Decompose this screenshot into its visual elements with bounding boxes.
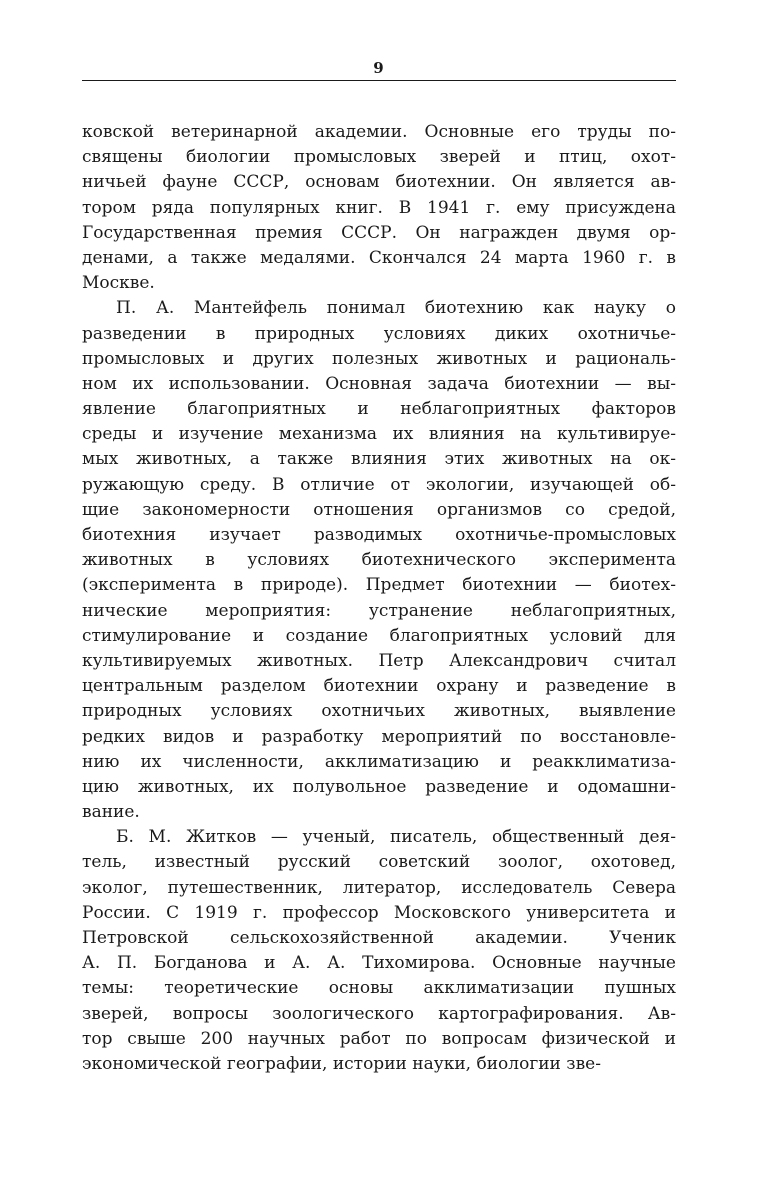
text-line: нию их численности, акклиматизацию и реакклиматиза- — [82, 751, 676, 772]
paragraph — [82, 296, 676, 825]
text-line: культивируемых животных. Петр Александрович считал — [82, 650, 676, 671]
text-line: тель, известный русский советский зоолог, охотовед, — [82, 852, 676, 873]
text-line: (эксперимента в природе). Предмет биотехнии — биотех- — [82, 575, 676, 596]
text-line: А. П. Богданова и А. А. Тихомирова. Основные научные — [82, 953, 676, 974]
text-line: биотехния изучает разводимых охотничье-промысловых — [82, 525, 676, 545]
text-line: центральным разделом биотехнии охрану и разведение в — [82, 676, 676, 697]
text-line: животных в условиях биотехнического эксперимента — [82, 550, 676, 571]
text-line: нические мероприятия: устранение неблагоприятных, — [82, 600, 676, 621]
text-line: Государственная премия СССР. Он награжден двумя ор- — [82, 222, 676, 243]
text-line: зверей, вопросы зоологического картографирования. Ав- — [82, 1003, 676, 1024]
page-number: 9 — [373, 59, 384, 77]
text-line: среды и изучение механизма их влияния на культивируе- — [82, 424, 676, 445]
text-line: ружающую среду. В отличие от экологии, изучающей об- — [82, 474, 676, 495]
text-line: России. С 1919 г. профессор Московского университета и — [82, 902, 676, 923]
text-line: явление благоприятных и неблагоприятных факторов — [82, 399, 676, 420]
text-line: редких видов и разработку мероприятий по восстановле- — [82, 726, 676, 747]
text-line: ковской ветеринарной академии. Основные его труды по- — [82, 122, 676, 142]
text-line: экономической географии, истории науки, биологии зве- — [82, 1053, 601, 1074]
text-line: ном их использовании. Основная задача биотехнии — вы- — [82, 373, 676, 394]
text-line: разведении в природных условиях диких охотничье- — [82, 323, 676, 344]
header-rule — [82, 80, 676, 81]
text-line: промысловых и других полезных животных и рациональ- — [82, 348, 676, 369]
text-line: вание. — [82, 802, 140, 823]
text-line: тор свыше 200 научных работ по вопросам физической и — [82, 1028, 676, 1049]
text-line: мых животных, а также влияния этих животных на ок- — [82, 449, 676, 470]
text-line: денами, а также медалями. Скончался 24 марта 1960 г. в — [82, 247, 676, 268]
text-line: священы биологии промысловых зверей и птиц, охот- — [82, 147, 676, 168]
text-line: П. А. Мантейфель понимал биотехнию как науку о — [116, 298, 676, 319]
text-line: природных условиях охотничьих животных, выявление — [82, 701, 676, 722]
text-line: ничьей фауне СССР, основам биотехнии. Он является ав- — [82, 172, 676, 193]
text-line: Петровской сельскохозяйственной академии. Ученик — [82, 928, 676, 948]
text-line: цию животных, их полувольное разведение и одомашни- — [82, 776, 676, 797]
text-line: щие закономерности отношения организмов со средой, — [82, 499, 676, 520]
text-line: темы: теоретические основы акклиматизации пушных — [82, 978, 676, 999]
text-line: стимулирование и создание благоприятных условий для — [82, 625, 676, 646]
text-line: Москве. — [82, 273, 155, 294]
paragraph — [82, 120, 676, 296]
body-text — [82, 120, 676, 1077]
text-line: тором ряда популярных книг. В 1941 г. ему присуждена — [82, 197, 676, 218]
paragraph — [82, 825, 676, 1077]
text-line: Б. М. Житков — ученый, писатель, общественный дея- — [116, 827, 676, 848]
text-line: эколог, путешественник, литератор, исследователь Севера — [82, 877, 676, 898]
